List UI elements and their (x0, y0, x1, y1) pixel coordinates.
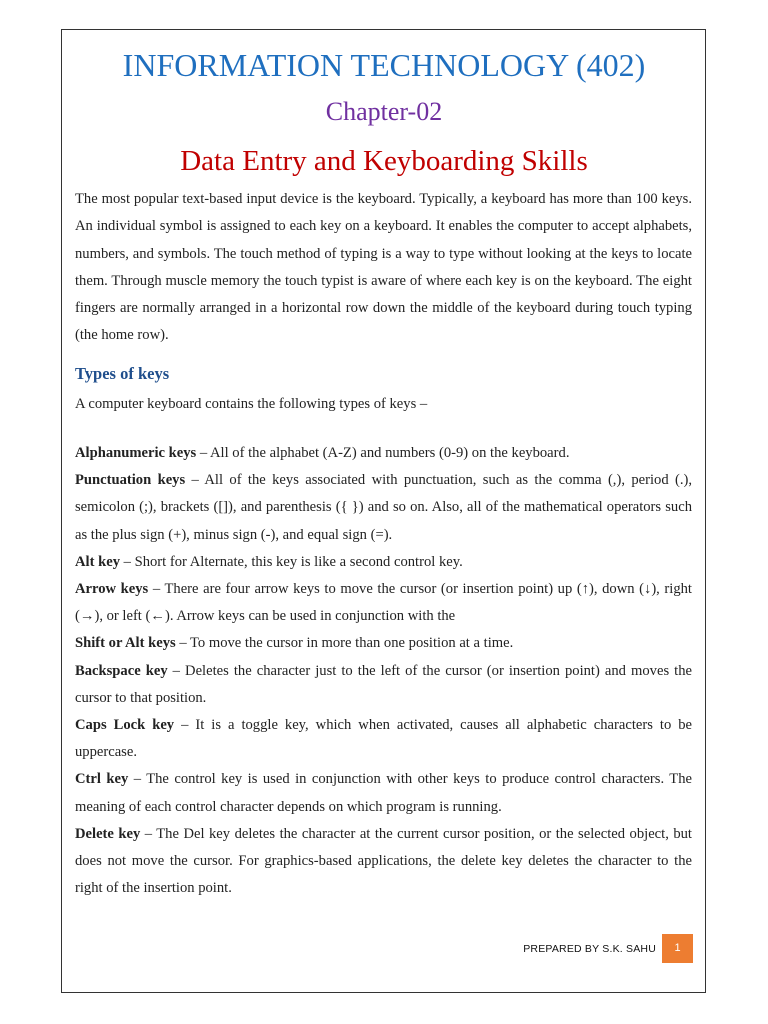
key-description: – There are four arrow keys to move the cursor (or insertion point) up (↑), down (↓), right (→), or left (←). Arrow keys can be used in conjunction with the (75, 581, 692, 625)
key-entry-shift-alt (75, 630, 692, 657)
key-description: – Short for Alternate, this key is like a second control key. (120, 553, 463, 570)
key-term: Delete key (75, 825, 141, 842)
subject-title: INFORMATION TECHNOLOGY (402) (122, 47, 646, 83)
key-term: Arrow keys (75, 581, 149, 598)
section-intro: A computer keyboard contains the following types of keys – (75, 396, 428, 412)
key-description: – All of the keys associated with punctuation, such as the comma (,), period (.), semicolon (;), brackets ([]), and parenthesis ({ }) and so on. Also, all of the mathematical operators such as the plus sign (+), minus sign (-), and equal sign (=). (75, 472, 692, 543)
key-description: – The control key is used in conjunction with other keys to produce control characters. The meaning of each control character depends on which program is running. (75, 771, 692, 815)
chapter-number: Chapter-02 (325, 97, 443, 126)
key-description: – Deletes the character just to the left of the cursor (or insertion point) and moves the cursor to that position. (75, 662, 693, 706)
key-description: – It is a toggle key, which when activated, causes all alphabetic characters to be uppercase. (75, 717, 692, 761)
key-description: – To move the cursor in more than one position at a time. (175, 635, 514, 652)
key-entry-ctrl (75, 766, 692, 820)
key-term: Punctuation keys (75, 472, 186, 489)
key-term: Shift or Alt keys (75, 635, 176, 652)
footer-credit: PREPARED BY S.K. SAHU (523, 943, 656, 955)
key-types-list (75, 440, 692, 902)
key-term: Alphanumeric keys (75, 445, 197, 461)
key-entry-alt (75, 549, 692, 576)
key-description: – All of the alphabet (A-Z) and numbers (0-9) on the keyboard. (196, 445, 570, 461)
chapter-title: Data Entry and Keyboarding Skills (180, 145, 588, 177)
key-term: Alt key (75, 553, 120, 570)
intro-paragraph: The most popular text-based input device is the keyboard. Typically, a keyboard has more than 100 keys. An individual symbol is assigned to each key on a keyboard. It enables the computer to accept alphabets, numbers, and symbols. The touch method of typing is a way to type without looking at the keys to locate them. Through muscle memory the touch typist is aware of where each key is on the keyboard. The eight fingers are normally arranged in a horizontal row down the middle of the keyboard during touch typing (the home row). (75, 191, 692, 344)
key-entry-punctuation (75, 467, 692, 549)
key-entry-alphanumeric (75, 440, 692, 467)
key-term: Backspace key (75, 662, 168, 679)
page-number-badge: 1 (662, 934, 693, 963)
key-entry-delete (75, 821, 692, 903)
key-term: Ctrl key (75, 771, 129, 788)
key-entry-caps-lock (75, 712, 692, 766)
key-entry-arrow (75, 576, 692, 630)
section-heading: Types of keys (75, 364, 170, 383)
key-entry-backspace (75, 658, 692, 712)
key-description: – The Del key deletes the character at the current cursor position, or the selected object, but does not move the cursor. For graphics-based applications, the delete key deletes the character to the right of the insertion point. (75, 825, 692, 897)
key-term: Caps Lock key (75, 717, 175, 734)
